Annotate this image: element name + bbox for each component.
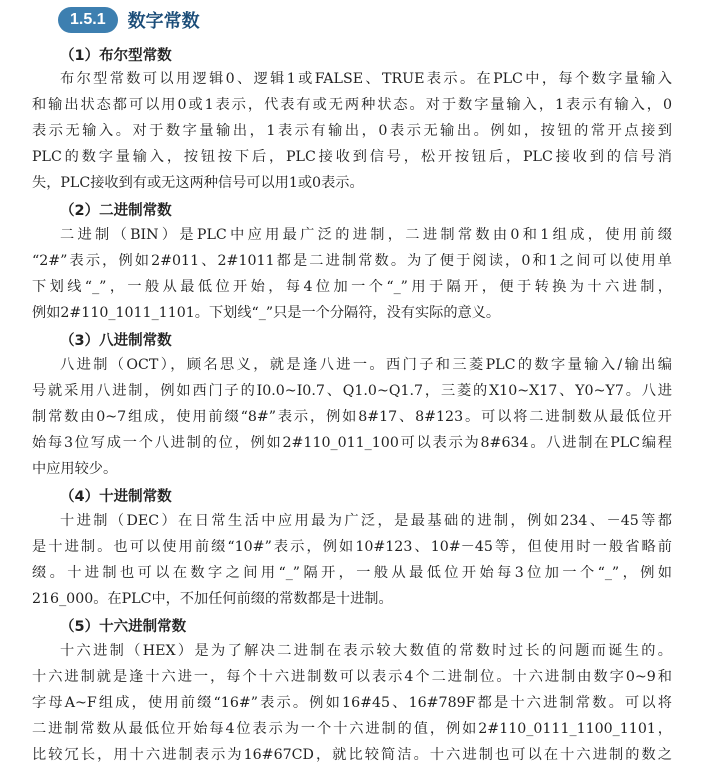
paragraph-line: 十六进制（HEX）是为了解决二进制在表示较大数值的常数时过长的问题而诞生的。 bbox=[60, 643, 672, 659]
subsection-heading-binary: （2）二进制常数 bbox=[60, 203, 172, 219]
paragraph-line: 失，PLC接收到有或无这两种信号可以用1或0表示。 bbox=[32, 175, 364, 191]
paragraph-line: 例如2#110_1011_1101。下划线“_”只是一个分隔符，没有实际的意义。 bbox=[32, 305, 501, 321]
paragraph-line: 十六进制就是逢十六进一，每个十六进制数可以表示4个二进制位。十六进制由数字0~9和 bbox=[32, 669, 672, 685]
subsection-heading-octal: （3）八进制常数 bbox=[60, 333, 172, 349]
paragraph-line: 始每3位写成一个八进制的位，例如2#110_011_100可以表示为8#634。八进制在PLC编程 bbox=[32, 435, 672, 451]
paragraph-line: 制常数由0~7组成，使用前缀“8#”表示，例如8#17、8#123。可以将二进制数从最低位开 bbox=[32, 409, 672, 425]
paragraph-line: PLC的数字量输入，按钮按下后，PLC接收到信号，松开按钮后，PLC接收到的信号消 bbox=[32, 149, 672, 165]
paragraph-line: 比较冗长，用十六进制表示为16#67CD，就比较简洁。十六进制也可以在十六进制的数之 bbox=[32, 747, 672, 763]
paragraph-line: 是十进制。也可以使用前缀“10#”表示，例如10#123、10#－45等，但使用时一般省略前 bbox=[32, 539, 672, 555]
section-header bbox=[58, 6, 200, 34]
subsection-heading-boolean: （1）布尔型常数 bbox=[60, 48, 172, 64]
paragraph-line: 中应用较少。 bbox=[32, 461, 118, 477]
subsection-heading-hexadecimal: （5）十六进制常数 bbox=[60, 619, 187, 635]
paragraph-line: 号就采用八进制，例如西门子的I0.0~I0.7、Q1.0~Q1.7，三菱的X10~X17、Y0~Y7。八进 bbox=[32, 383, 672, 399]
paragraph-line: 缀。十进制也可以在数字之间用“_”隔开，一般从最低位开始每3位加一个“_”，例如 bbox=[32, 565, 672, 581]
paragraph-line: 字母A~F组成，使用前缀“16#”表示。例如16#45、16#789F都是十六进制常数。可以将 bbox=[32, 695, 672, 711]
paragraph-line: 下划线“_”，一般从最低位开始，每4位加一个“_”用于隔开，便于转换为十六进制， bbox=[32, 279, 672, 295]
section-title: 数字常数 bbox=[127, 11, 200, 32]
paragraph-line: “2#”表示，例如2#011、2#1011都是二进制常数。为了便于阅读，0和1之间可以使用单 bbox=[32, 253, 672, 269]
subsection-heading-decimal: （4）十进制常数 bbox=[60, 489, 172, 505]
paragraph-line: 十进制（DEC）在日常生活中应用最为广泛，是最基础的进制，例如234、－45等都 bbox=[60, 513, 672, 529]
paragraph-line: 二进制常数从最低位开始每4位表示为一个十六进制的值，例如2#110_0111_1100_1101， bbox=[32, 721, 672, 737]
paragraph-line: 八进制（OCT），顾名思义，就是逢八进一。西门子和三菱PLC的数字量输入/输出编 bbox=[60, 357, 672, 373]
paragraph-line: 表示无输入。对于数字量输出，1表示有输出，0表示无输出。例如，按钮的常开点接到 bbox=[32, 123, 672, 139]
paragraph-line: 和输出状态都可以用0或1表示，代表有或无两种状态。对于数字量输入，1表示有输入，0 bbox=[32, 97, 672, 113]
paragraph-line: 布尔型常数可以用逻辑0、逻辑1或FALSE、TRUE表示。在PLC中，每个数字量输入 bbox=[60, 71, 672, 87]
paragraph-line: 216_000。在PLC中，不加任何前缀的常数都是十进制。 bbox=[32, 591, 393, 607]
section-number-badge: 1.5.1 bbox=[58, 7, 118, 33]
paragraph-line: 二进制（BIN）是PLC中应用最广泛的进制，二进制常数由0和1组成，使用前缀 bbox=[60, 227, 672, 243]
